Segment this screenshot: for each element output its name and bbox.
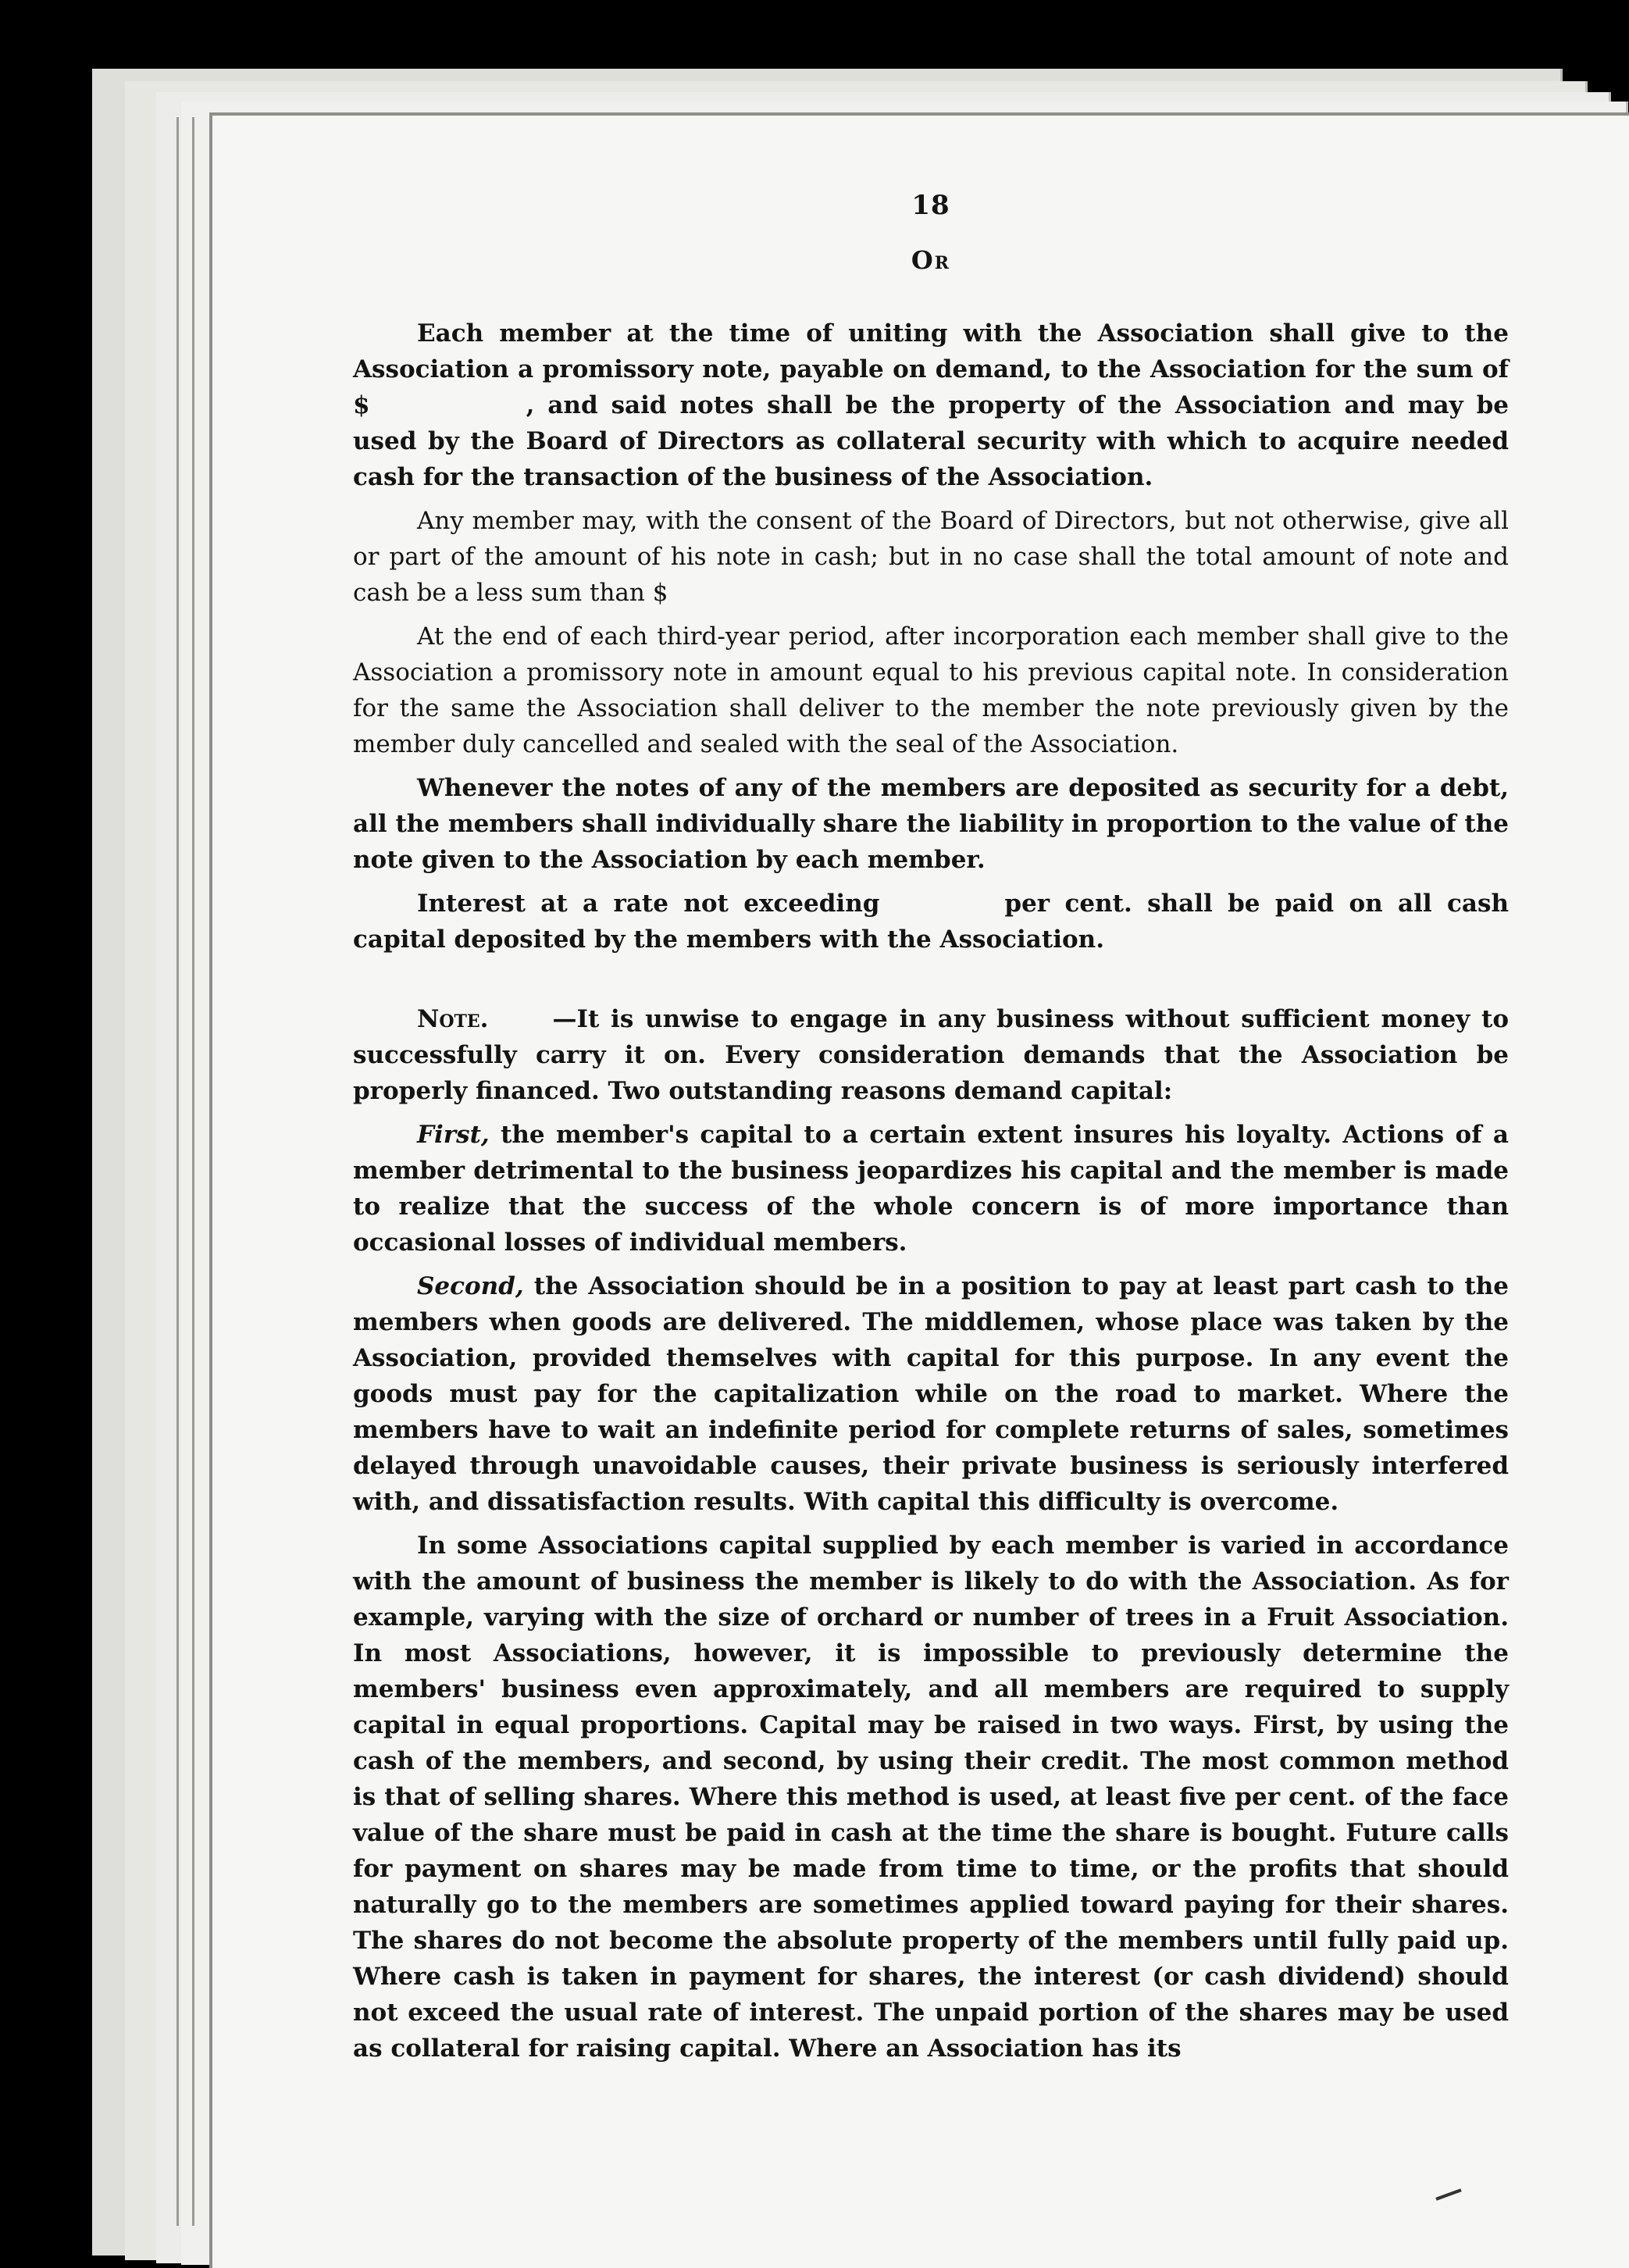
paragraph-text: per cent. shall be paid on all cash capital deposited by the members with the Association. <box>353 890 1509 954</box>
capital-text: In some Associations capital supplied by each member is varied in accordance with the amount of business the member is likely to do with the Association. As for example, varying with the size of orchard or number of trees in a Fruit Association. In most Associations, however, it is impossible to previously determine the members' business even approximately, and all members are required to supply capital in equal proportions. Capital may be raised in two ways. First, by using the cash of the members, and second, by using their credit. The most common method is that of selling shares. Where this method is used, at least five per cent. of the face value of the share must be paid in cash at the time the share is bought. Future calls for payment on shares may be made from time to time, or the profits that should naturally go to the members are sometimes applied toward paying for their shares. The shares do not become the absolute property of the members until fully paid up. Where cash is taken in payment for shares, the interest (or cash dividend) should not exceed the usual rate of interest. The unpaid portion of the shares may be used as collateral for raising capital. Where an Association has its <box>353 1532 1509 2063</box>
paragraph-promissory-note <box>353 316 1509 495</box>
note-label: Note. <box>417 1005 489 1033</box>
second-text: the Association should be in a position to pay at least part cash to the members when goods are delivered. The middlemen, whose place was taken by the Association, provided themselves with capital for this purpose. In any event the goods must pay for the capitalization while on the road to market. Where the members have to wait an indefinite period for complete returns of sales, sometimes delayed through unavoidable causes, their private business is seriously interfered with, and dissatisfaction results. With capital this difficulty is overcome. <box>353 1272 1509 1516</box>
note-paragraph <box>353 1001 1509 1109</box>
paragraph-text: Whenever the notes of any of the members are deposited as security for a debt, all the members shall individually share the liability in proportion to the value of the note given to the Association by each member. <box>353 774 1509 874</box>
paragraph-text: , and said notes shall be the property of the Association and may be used by the Board of Directors as collateral security with which to acquire needed cash for the transaction of the business of the Association. <box>353 391 1509 491</box>
page-edge-line <box>176 117 179 2226</box>
note-text: It is unwise to engage in any business without sufficient money to successfully carry it on. Every consideration demands that the Association be properly financed. Two outstanding reasons demand capital: <box>353 1005 1509 1105</box>
note-dash: — <box>552 1005 577 1033</box>
paragraph-cash-option <box>353 503 1509 611</box>
paragraph-third-year <box>353 619 1509 762</box>
first-label: First, <box>417 1121 490 1149</box>
first-text: the member's capital to a certain extent insures his loyalty. Actions of a member detrimental to the business jeopardizes his capital and the member is made to realize that the success of the whole concern is of more importance than occasional losses of individual members. <box>353 1121 1509 1257</box>
paragraph-text: Each member at the time of uniting with the Association shall give to the Association a promissory note, payable on demand, to the Association for the sum of $ <box>353 319 1509 419</box>
note-second-reason <box>353 1268 1509 1520</box>
paragraph-text: Interest at a rate not exceeding <box>417 890 880 918</box>
page-edge-line <box>192 117 194 2226</box>
paragraph-text: Any member may, with the consent of the Board of Directors, but not otherwise, give all or part of the amount of his note in cash; but in no case shall the total amount of note and cash be a less sum than $ <box>353 507 1509 607</box>
paragraph-liability <box>353 770 1509 878</box>
page-number: 18 <box>911 190 950 221</box>
note-first-reason <box>353 1117 1509 1261</box>
second-label: Second, <box>417 1272 524 1300</box>
paragraph-text: At the end of each third-year period, after incorporation each member shall give to the Association a promissory note in amount equal to his previous capital note. In consideration for the same the Association shall deliver to the member the note previously given by the member duly cancelled and sealed with the seal of the Association. <box>353 622 1509 758</box>
note-capital-paragraph <box>353 1528 1509 2067</box>
page-content <box>353 187 1509 2074</box>
section-heading: Or <box>911 245 951 275</box>
paragraph-interest <box>353 886 1509 957</box>
